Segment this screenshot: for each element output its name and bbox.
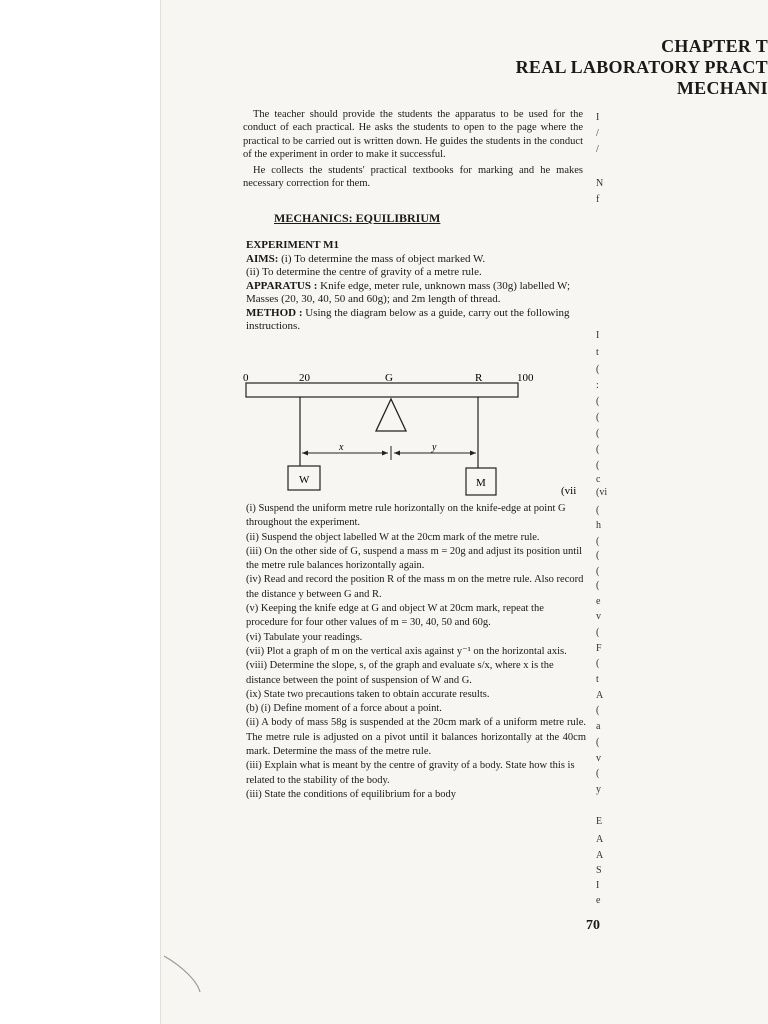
margin-fragment: F [596, 643, 602, 654]
arrow-y-right [470, 451, 476, 456]
margin-fragment: / [596, 144, 599, 155]
label-hundred: 100 [517, 372, 534, 384]
margin-fragment: e [596, 596, 601, 607]
method-text: Using the diagram below as a guide, carry out the following instructions. [246, 306, 570, 332]
margin-fragment: c [596, 474, 601, 485]
margin-fragment: ( [596, 768, 600, 779]
apparatus-text: Knife edge, meter rule, unknown mass (30g) labelled W; Masses (20, 30, 40, 50 and 60g); and 2m length of thread. [246, 279, 571, 305]
chapter-subheading-2: MECHANI [676, 78, 768, 98]
margin-fragment: v [596, 611, 601, 622]
margin-fragment: ( [596, 705, 600, 716]
margin-fragment: / [596, 128, 599, 139]
step-2: (ii) Suspend the object labelled W at the 20cm mark of the metre rule. [246, 531, 540, 543]
question-b-i: (b) (i) Define moment of a force about a point. [246, 703, 442, 715]
intro-paragraph-1: The teacher should provide the students the apparatus to be used for the conduct of each practical. He asks the students to open to the page where the practical to be carried out is written down. He guides the students in the conduct of the experiment in order to make it successful. [243, 109, 583, 160]
margin-fragment: ( [596, 505, 600, 516]
metre-rule [246, 383, 518, 397]
step-5: (v) Keeping the knife edge at G and object W at 20cm mark, repeat the procedure for four other values of m = 30, 40, 50 and 60g. [246, 603, 544, 629]
margin-fragment: (vi [596, 487, 608, 498]
margin-fragment: A [596, 834, 604, 845]
margin-fragment: ( [596, 460, 600, 471]
page-number: 70 [586, 918, 600, 933]
label-twenty: 20 [299, 372, 310, 384]
step-4: (iv) Read and record the position R of the mass m on the metre rule. Also record the distance y between G and R. [246, 574, 584, 600]
arrow-x-right [382, 451, 388, 456]
step-3: (iii) On the other side of G, suspend a mass m = 20g and adjust its position until the metre rule balances horizontally again. [246, 545, 583, 572]
question-b-iii: (iii) Explain what is meant by the centre of gravity of a body. State how this is related to the stability of the body. [246, 760, 575, 786]
arrow-x-left [302, 451, 308, 456]
chapter-heading: CHAPTER T [661, 36, 768, 56]
margin-fragment: ( [596, 536, 600, 547]
experiment-block [246, 239, 591, 334]
label-r: R [475, 372, 483, 384]
margin-fragment: ( [596, 444, 600, 455]
margin-fragment: I [596, 330, 600, 341]
label-x: x [339, 442, 344, 453]
label-vii: (vii [561, 485, 577, 497]
margin-fragment: e [596, 895, 601, 906]
margin-fragment: y [596, 784, 601, 795]
margin-fragment: ( [596, 566, 600, 577]
margin-fragment: E [596, 816, 603, 827]
step-8: (viii) Determine the slope, s, of the graph and evaluate s/x, where x is the distance between the point of suspension of W and G. [246, 660, 554, 686]
aims-line-2: (ii) To determine the centre of gravity of a metre rule. [246, 266, 482, 278]
margin-fragment: ( [596, 428, 600, 439]
margin-fragment: ( [596, 364, 600, 375]
margin-fragment: I [596, 112, 600, 123]
margin-fragment: ( [596, 658, 600, 669]
margin-fragment: h [596, 520, 601, 531]
instructions-list [246, 502, 586, 802]
margin-fragment: ( [596, 580, 600, 591]
margin-fragment: A [596, 690, 604, 701]
metre-rule-diagram [236, 368, 586, 500]
margin-fragment: ( [596, 737, 600, 748]
margin-fragment: a [596, 721, 601, 732]
method-label: METHOD : [246, 306, 303, 319]
pencil-mark [160, 948, 210, 998]
margin-fragment: v [596, 753, 601, 764]
margin-fragment: ( [596, 550, 600, 561]
margin-fragment: ( [596, 412, 600, 423]
section-title: MECHANICS: EQUILIBRIUM [274, 211, 441, 225]
margin-fragment: t [596, 347, 599, 358]
margin-fragment: f [596, 194, 600, 205]
margin-fragment: t [596, 674, 599, 685]
question-b-ii: (ii) A body of mass 58g is suspended at the 20cm mark of a uniform metre rule. The metre rule is adjusted on a pivot until it balances horizontally at the 40cm mark. Determine the mass of the metre rule. [246, 717, 586, 758]
margin-fragment: ( [596, 627, 600, 638]
aims-line-1 [246, 253, 591, 267]
apparatus-label: APPARATUS : [246, 279, 318, 292]
margin-fragment: I [596, 880, 600, 891]
label-g: G [385, 372, 393, 384]
question-b-iv: (iii) State the conditions of equilibrium for a body [246, 788, 456, 800]
margin-fragment: ( [596, 396, 600, 407]
step-7: (vii) Plot a graph of m on the vertical axis against y⁻¹ on the horizontal axis. [246, 645, 567, 657]
intro-text [243, 108, 583, 191]
step-9: (ix) State two precautions taken to obtain accurate results. [246, 688, 490, 700]
margin-fragment: : [596, 380, 599, 391]
arrow-y-left [394, 451, 400, 456]
label-m: M [476, 477, 486, 489]
knife-edge [376, 399, 406, 431]
margin-fragment: S [596, 865, 602, 876]
label-zero: 0 [243, 372, 249, 384]
method-line [246, 307, 591, 334]
margin-fragment: A [596, 850, 604, 861]
chapter-subheading: REAL LABORATORY PRACT [515, 57, 768, 77]
step-1: (i) Suspend the uniform metre rule horizontally on the knife-edge at point G throughout the experiment. [246, 503, 566, 529]
apparatus-line [246, 280, 591, 307]
intro-paragraph-2: He collects the students' practical textbooks for marking and he makes necessary correction for them. [243, 165, 583, 190]
step-6: (vi) Tabulate your readings. [246, 631, 363, 643]
label-w: W [299, 474, 310, 486]
margin-fragment: N [596, 178, 604, 189]
aims-text-1: (i) To determine the mass of object marked W. [281, 252, 486, 265]
aims-label: AIMS: [246, 252, 279, 265]
experiment-title: EXPERIMENT M1 [246, 239, 339, 251]
label-y: y [432, 442, 437, 453]
